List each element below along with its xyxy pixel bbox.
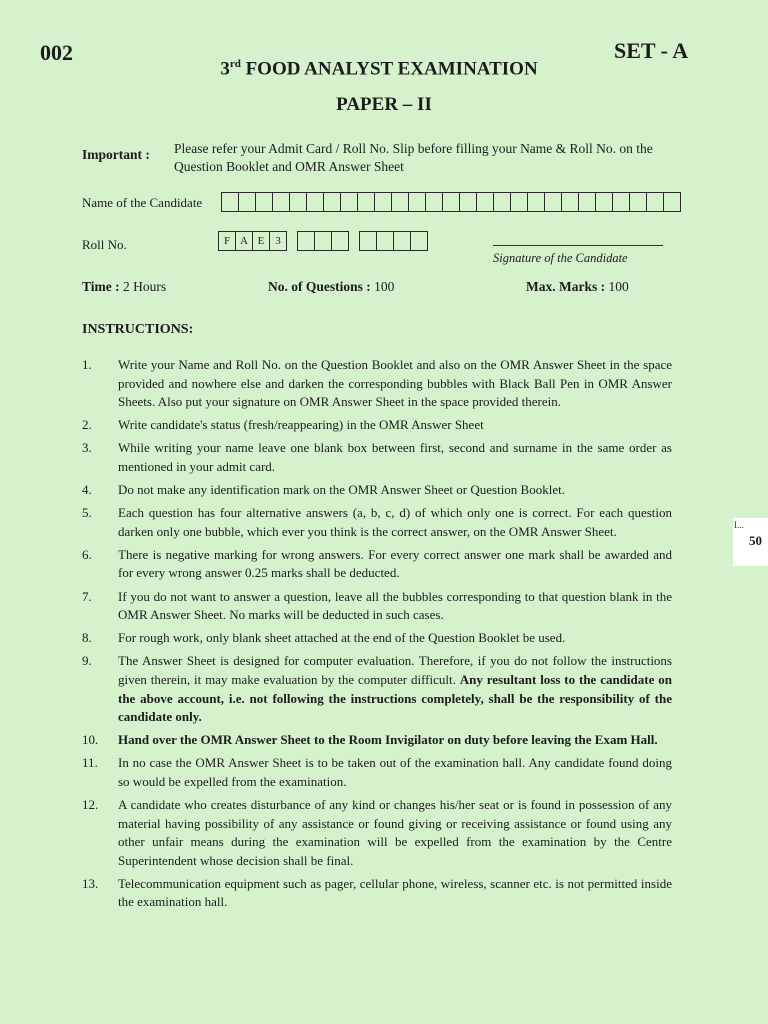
entry-box[interactable] [358,192,375,212]
side-tag-number: 50 [749,533,762,548]
entry-box[interactable] [596,192,613,212]
instruction-number: 1. [82,357,92,372]
entry-box[interactable]: F [219,231,236,251]
instruction-text: In no case the OMR Answer Sheet is to be taken out of the examination hall. Any candidate found doing so would be expelled from the examination. [118,755,672,789]
instruction-text: Hand over the OMR Answer Sheet to the Room Invigilator on duty before leaving the Exam Hall. [118,732,658,748]
booklet-code: 002 [40,40,73,65]
instruction-item [82,588,672,625]
entry-box[interactable] [290,192,307,212]
instruction-text: For rough work, only blank sheet attached at the end of the Question Booklet be used. [118,630,566,646]
entry-box[interactable] [460,192,477,212]
instruction-text: Telecommunication equipment such as pager, cellular phone, wireless, scanner etc. is not permitted inside the examination hall. [118,875,672,910]
entry-box[interactable] [528,192,545,212]
instruction-text: While writing your name leave one blank box between first, second and surname in the same order as mentioned in your admit card. [118,440,672,474]
entry-box[interactable] [579,192,596,212]
entry-box[interactable] [324,192,341,212]
entry-box[interactable] [494,192,511,212]
entry-box[interactable] [545,192,562,212]
entry-box[interactable] [307,192,324,212]
instruction-number: 13. [82,875,99,891]
entry-box[interactable]: A [236,231,253,251]
instruction-number: 2. [82,417,92,433]
entry-box[interactable]: 3 [270,231,287,251]
questions-info: No. of Questions : 100 [268,279,395,294]
instruction-text: If you do not want to answer a question, leave all the bubbles corresponding to that question blank in the OMR Answer Sheet. No marks will be deducted in such cases. [118,588,672,623]
entry-box[interactable] [341,192,358,212]
instruction-number: 12. [82,796,99,812]
important-text: Please refer your Admit Card / Roll No. Slip before filling your Name & Roll No. on the Question Booklet and OMR Answer Sheet [174,141,653,174]
instruction-text: There is negative marking for wrong answers. For every correct answer one mark shall be awarded and for every wrong answer 0.25 marks shall be deducted. [118,546,672,581]
entry-box[interactable] [443,192,460,212]
instruction-number: 10. [82,732,99,748]
paper-title: PAPER – II [336,94,432,115]
instruction-item [82,546,672,583]
instruction-number: 9. [82,653,92,669]
roll-boxes[interactable] [218,231,428,251]
instruction-text: The Answer Sheet is designed for computer evaluation. Therefore, if you do not follow the instructions given therein, it may make evaluation by the computer difficult. Any resultant loss to the candidate on the above account, i.e. not following the instructions completely, shall be the responsibility of the candidate only. [118,653,672,725]
signature-line [493,245,663,246]
side-tag-text: I... [734,520,744,530]
instruction-text: Write your Name and Roll No. on the Question Booklet and also on the OMR Answer Sheet in the space provided and nowhere else and darken the corresponding bubbles with Black Ball Pen in OMR Answer Sheets. Also put your signature on OMR Answer Sheet in the space provided therein. [118,357,672,410]
entry-box[interactable] [256,192,273,212]
entry-box[interactable] [426,192,443,212]
entry-box[interactable] [375,192,392,212]
instruction-item [82,504,672,541]
entry-box[interactable] [377,231,394,251]
entry-box[interactable] [273,192,290,212]
entry-box[interactable] [630,192,647,212]
instruction-item [82,652,672,726]
instruction-item [82,356,672,412]
instruction-item [82,416,672,435]
instruction-text: A candidate who creates disturbance of any kind or changes his/her seat or is found in possession of any material having possibility of any assistance or found giving or receiving assistance or found using any other unfair means during the examination will be expelled from the examination by the Centre Superintendent whose decision shall be final. [118,796,672,868]
instruction-item [82,875,672,912]
entry-box[interactable] [664,192,681,212]
instructions-list [82,356,672,917]
entry-box[interactable] [647,192,664,212]
entry-box[interactable] [562,192,579,212]
instruction-item [82,629,672,648]
instruction-number: 7. [82,588,92,604]
roll-label: Roll No. [82,237,127,252]
entry-box[interactable] [222,192,239,212]
instruction-number: 3. [82,440,92,456]
instruction-number: 11. [82,755,98,771]
entry-box[interactable] [298,231,315,251]
name-boxes[interactable] [221,192,681,212]
instruction-number: 4. [82,482,92,498]
instruction-number: 5. [82,505,92,521]
entry-box[interactable] [511,192,528,212]
signature-label: Signature of the Candidate [493,251,628,265]
entry-box[interactable] [392,192,409,212]
instructions-heading: INSTRUCTIONS: [82,322,194,337]
instruction-item [82,754,672,791]
instruction-item [82,731,672,750]
instruction-number: 6. [82,546,92,562]
instruction-text: Write candidate's status (fresh/reappearing) in the OMR Answer Sheet [118,417,484,433]
entry-box[interactable] [477,192,494,212]
entry-box[interactable] [315,231,332,251]
entry-box[interactable] [411,231,428,251]
set-label: SET - A [614,38,689,63]
instruction-text: Each question has four alternative answers (a, b, c, d) of which only one is correct. For each question darken only one bubble, which ever you think is the correct answer, on the OMR Answer Sheet. [118,505,672,539]
entry-box[interactable] [409,192,426,212]
instruction-item [82,481,672,500]
important-label: Important : [82,147,150,162]
entry-box[interactable] [394,231,411,251]
entry-box[interactable] [239,192,256,212]
entry-box[interactable] [332,231,349,251]
instruction-item [82,439,672,476]
instruction-item [82,796,672,870]
time-info: Time : 2 Hours [82,279,167,294]
exam-title: 3rd FOOD ANALYST EXAMINATION [220,58,538,80]
entry-box[interactable] [360,231,377,251]
marks-info: Max. Marks : 100 [526,279,629,294]
entry-box[interactable] [613,192,630,212]
instruction-text: Do not make any identification mark on the OMR Answer Sheet or Question Booklet. [118,482,565,498]
name-label: Name of the Candidate [82,195,203,210]
instruction-number: 8. [82,630,92,646]
entry-box[interactable]: E [253,231,270,251]
